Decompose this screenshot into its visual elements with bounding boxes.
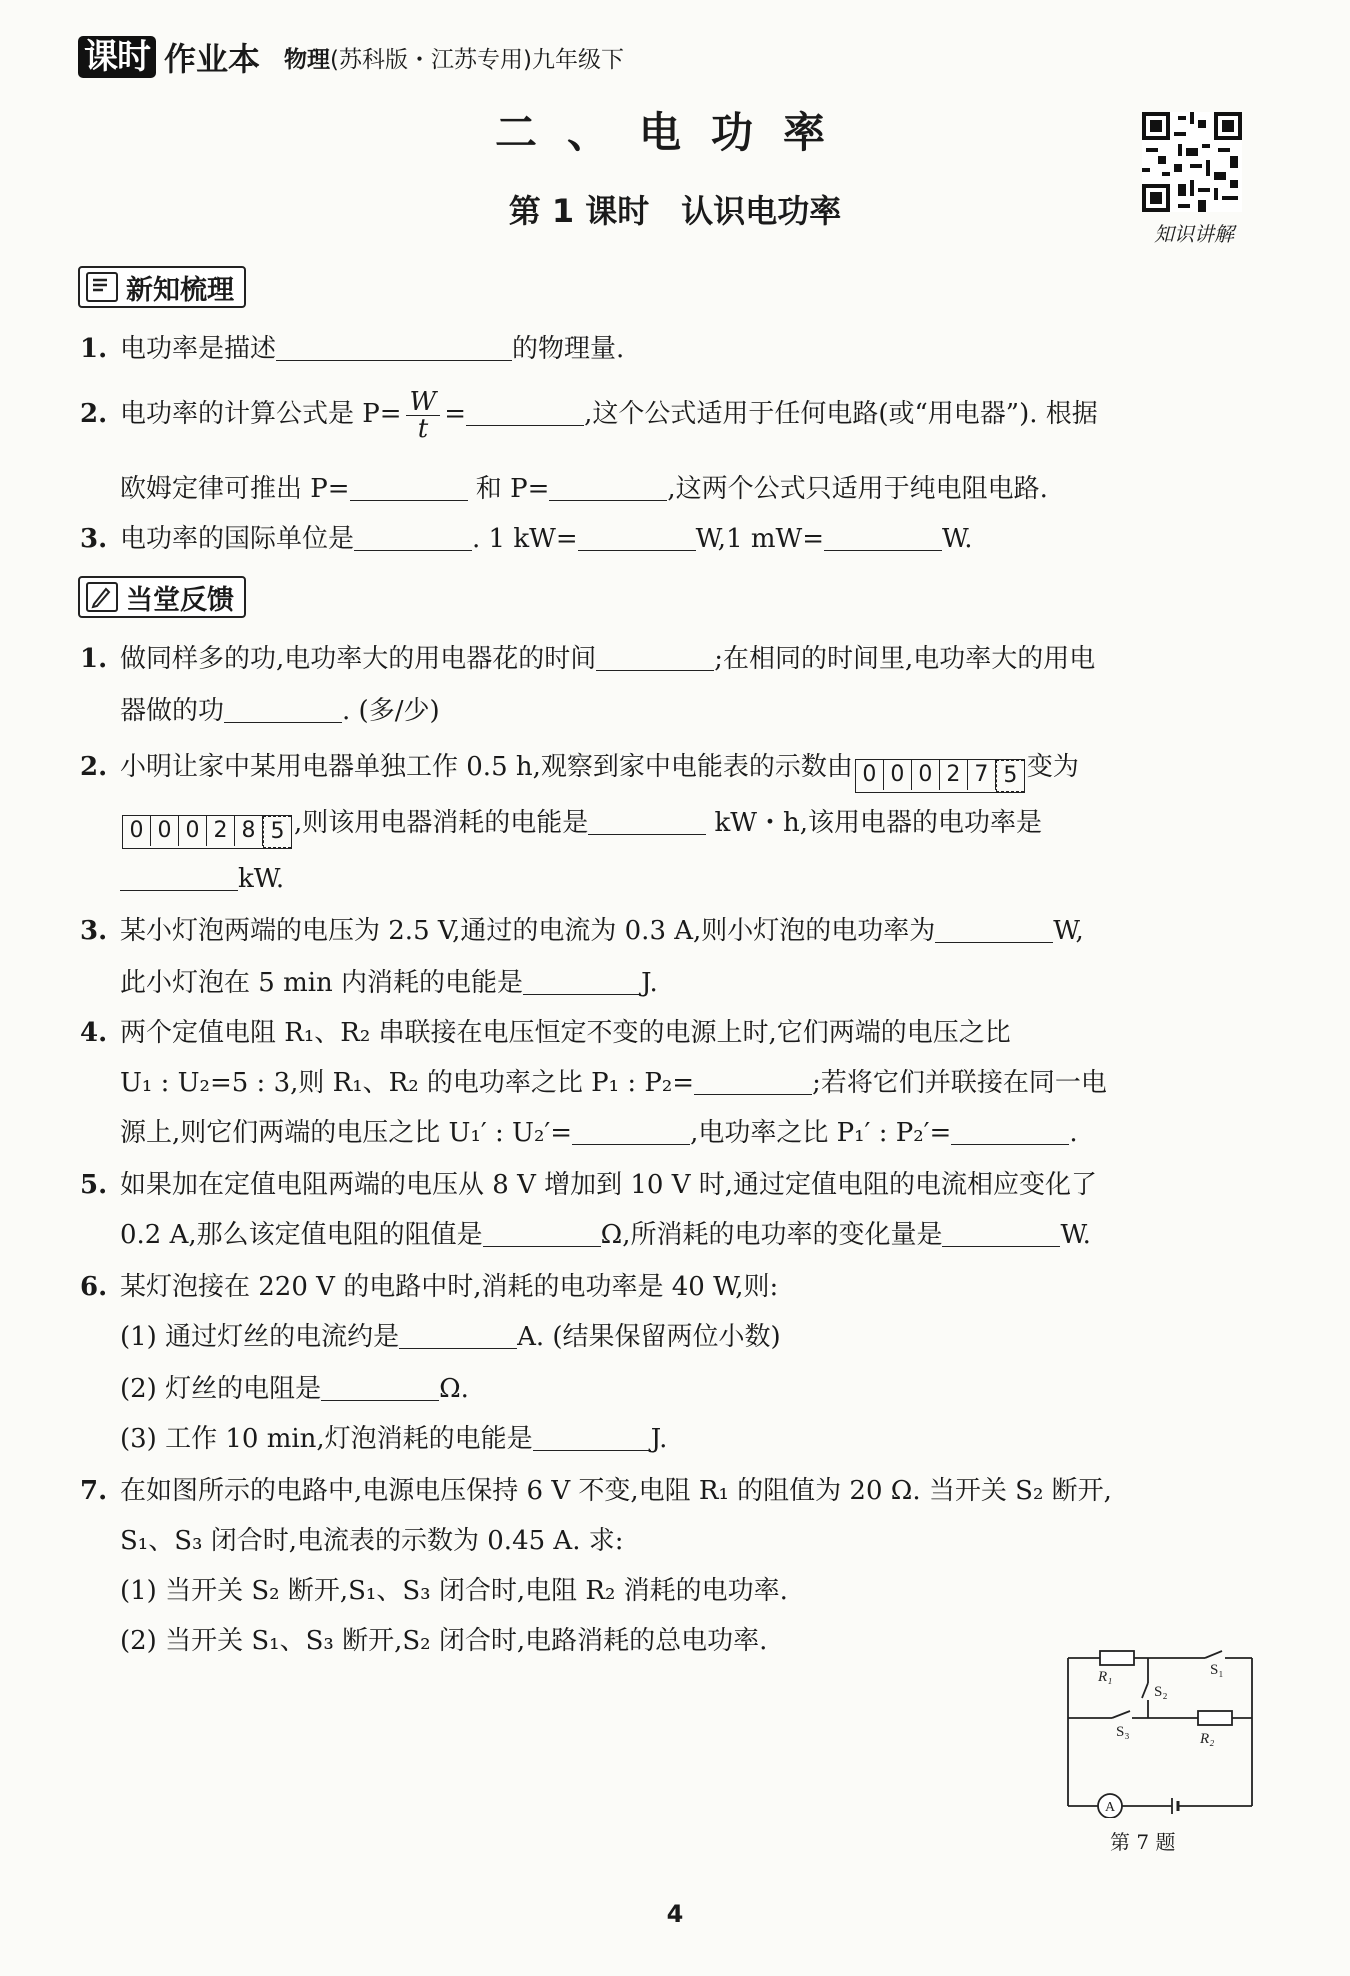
feedback-q2: 2. 小明让家中某用电器单独工作 0.5 h,观察到家中电能表的示数由 0 0 0 2 7 5 变为 <box>80 750 1079 793</box>
answer-blank[interactable] <box>523 968 641 995</box>
qr-code-icon[interactable] <box>1142 112 1242 212</box>
answer-blank[interactable] <box>572 1118 690 1145</box>
feedback-q6-3: (3) 工作 10 min,灯泡消耗的电能是 J. <box>120 1424 668 1454</box>
feedback-q6-2: (2) 灯丝的电阻是 Ω. <box>120 1374 469 1404</box>
figure-caption: 第 7 题 <box>1110 1830 1176 1854</box>
answer-blank[interactable] <box>533 1424 651 1451</box>
subject-line: 物理(苏科版・江苏专用)九年级下 <box>284 46 624 73</box>
answer-blank[interactable] <box>276 334 512 361</box>
s3-label: S₃ <box>1116 1724 1130 1740</box>
answer-blank[interactable] <box>483 1220 601 1247</box>
feedback-q4-cont: U₁ : U₂=5 : 3,则 R₁、R₂ 的电功率之比 P₁ : P₂= ;若将它们并联接在同一电 <box>120 1068 1107 1098</box>
chapter-title: 二、电功率 <box>494 108 855 157</box>
answer-blank[interactable] <box>824 524 942 551</box>
r2-label: R₂ <box>1200 1731 1215 1747</box>
answer-blank[interactable] <box>578 524 696 551</box>
qr-caption: 知识讲解 <box>1154 222 1234 246</box>
resistor-r2 <box>1198 1711 1232 1725</box>
feedback-q4: 4. 两个定值电阻 R₁、R₂ 串联接在电压恒定不变的电源上时,它们两端的电压之比 <box>80 1018 1011 1048</box>
answer-blank[interactable] <box>588 808 706 835</box>
feedback-q7-2: (2) 当开关 S₁、S₃ 断开,S₂ 闭合时,电路消耗的总电功率. <box>120 1626 768 1656</box>
knowledge-q2-cont: 欧姆定律可推出 P= 和 P= ,这两个公式只适用于纯电阻电路. <box>120 474 1048 504</box>
feedback-q4-cont2: 源上,则它们两端的电压之比 U₁′ : U₂′= ,电功率之比 P₁′ : P₂′= . <box>120 1118 1078 1148</box>
feedback-q6: 6. 某灯泡接在 220 V 的电路中时,消耗的电功率是 40 W,则: <box>80 1272 779 1302</box>
feedback-q3: 3. 某小灯泡两端的电压为 2.5 V,通过的电流为 0.3 A,则小灯泡的电功率为 W, <box>80 916 1084 946</box>
section-label: 新知梳理 <box>126 274 234 306</box>
answer-blank[interactable] <box>694 1068 812 1095</box>
brand-name: 作业本 <box>164 40 261 78</box>
s1-label: S₁ <box>1210 1662 1224 1678</box>
feedback-q1-cont: 器做的功 . (多/少) <box>120 696 440 726</box>
book-icon <box>86 272 118 302</box>
section-label: 当堂反馈 <box>126 584 234 616</box>
answer-blank[interactable] <box>350 474 468 501</box>
answer-blank[interactable] <box>224 696 342 723</box>
section-new-knowledge <box>78 266 246 308</box>
answer-blank[interactable] <box>549 474 667 501</box>
feedback-q7: 7. 在如图所示的电路中,电源电压保持 6 V 不变,电阻 R₁ 的阻值为 20 Ω. 当开关 S₂ 断开, <box>80 1476 1112 1506</box>
answer-blank[interactable] <box>596 644 714 671</box>
pencil-icon <box>86 582 118 612</box>
answer-blank[interactable] <box>942 1220 1060 1247</box>
feedback-q2-cont2: kW. <box>120 862 284 896</box>
answer-blank[interactable] <box>120 864 238 891</box>
answer-blank[interactable] <box>951 1118 1069 1145</box>
r1-label: R₁ <box>1098 1669 1113 1685</box>
feedback-q5-cont: 0.2 A,那么该定值电阻的阻值是 Ω,所消耗的电功率的变化量是 W. <box>120 1220 1091 1250</box>
energy-meter-after: 0 0 0 2 8 5 <box>122 815 292 849</box>
power-formula-fraction: $\frac{W}{t}$ <box>406 389 441 442</box>
section-feedback <box>78 576 246 618</box>
s2-label: S₂ <box>1154 1684 1168 1700</box>
ammeter-label: A <box>1105 1800 1116 1815</box>
knowledge-q1: 1. 电功率是描述 的物理量. <box>80 334 625 364</box>
knowledge-q2: 2. 电功率的计算公式是 P= $\frac{W}{t}$ = ,这个公式适用于任何电路(或“用电器”). 根据 <box>80 386 1098 444</box>
resistor-r1 <box>1100 1651 1134 1665</box>
feedback-q3-cont: 此小灯泡在 5 min 内消耗的电能是 J. <box>120 968 658 998</box>
knowledge-q3: 3. 电功率的国际单位是 . 1 kW= W,1 mW= W. <box>80 524 973 554</box>
feedback-q2-cont: 0 0 0 2 8 5 ,则该用电器消耗的电能是 kW・h,该用电器的电功率是 <box>120 806 1042 849</box>
feedback-q6-1: (1) 通过灯丝的电流约是 A. (结果保留两位小数) <box>120 1322 781 1352</box>
book-header <box>78 34 624 80</box>
circuit-diagram <box>1060 1648 1260 1818</box>
feedback-q7-1: (1) 当开关 S₂ 断开,S₁、S₃ 闭合时,电阻 R₂ 消耗的电功率. <box>120 1576 788 1606</box>
feedback-q7-cont: S₁、S₃ 闭合时,电流表的示数为 0.45 A. 求: <box>120 1526 624 1556</box>
lesson-title: 第 1 课时 认识电功率 <box>508 192 842 230</box>
brand-logo: 课时 <box>78 36 156 78</box>
answer-blank[interactable] <box>321 1374 439 1401</box>
answer-blank[interactable] <box>466 399 584 426</box>
feedback-q1: 1. 做同样多的功,电功率大的用电器花的时间 ;在相同的时间里,电功率大的用电 <box>80 644 1096 674</box>
answer-blank[interactable] <box>354 524 472 551</box>
energy-meter-before: 0 0 0 2 7 5 <box>855 759 1025 793</box>
page-number: 4 <box>666 1900 684 1928</box>
answer-blank[interactable] <box>399 1322 517 1349</box>
feedback-q5: 5. 如果加在定值电阻两端的电压从 8 V 增加到 10 V 时,通过定值电阻的电流相应变化了 <box>80 1170 1098 1200</box>
answer-blank[interactable] <box>935 916 1053 943</box>
